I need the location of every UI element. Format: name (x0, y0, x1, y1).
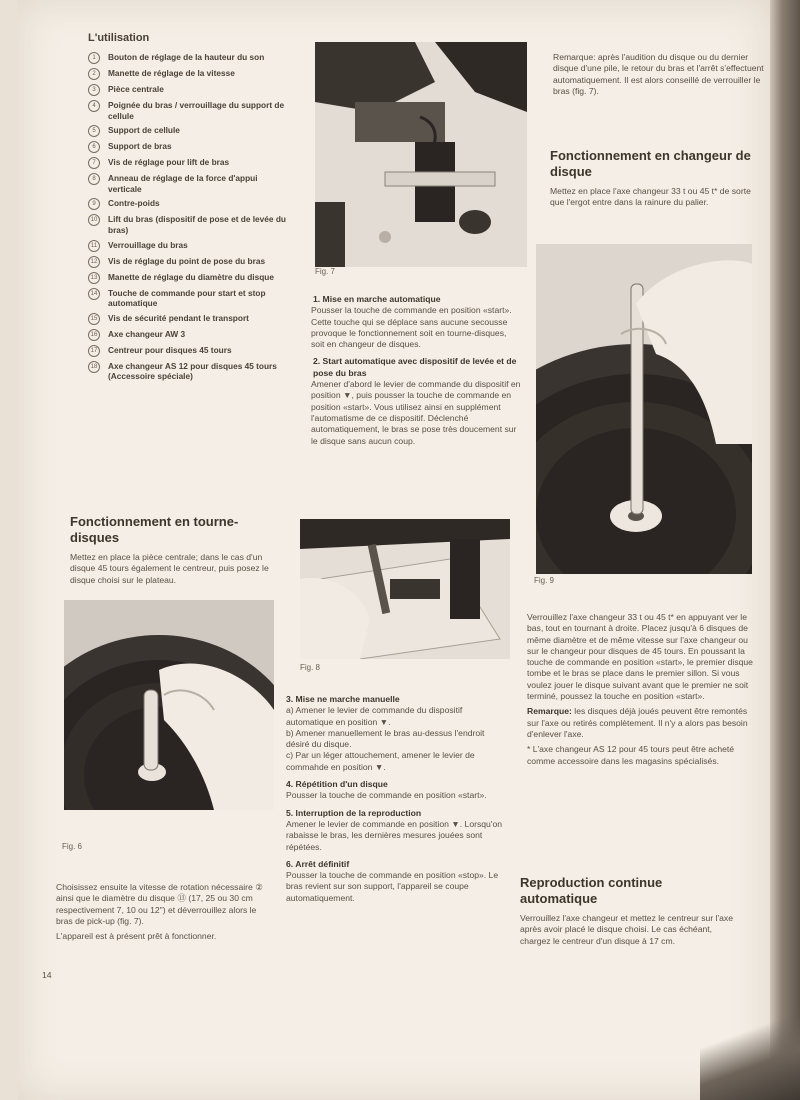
legend-number-circle: 14 (88, 288, 100, 300)
fig9-photo (536, 244, 752, 574)
tourne-disques-after (56, 882, 268, 946)
legend-title: L'utilisation (88, 32, 150, 44)
legend-item (88, 361, 288, 382)
legend-block (88, 32, 288, 386)
section-tourne-disques (70, 514, 285, 590)
item6-text: Pousser la touche de commande en position «stop». Le bras revient sur son support, l'appareil se coupe automatiquement. (286, 870, 499, 903)
legend-number-circle: 10 (88, 214, 100, 226)
section-title-changeur: Fonctionnement en changeur de disque (550, 148, 751, 179)
item5-title: 5. Interruption de la reproduction (286, 807, 422, 818)
legend-item-text: Centreur pour disques 45 tours (108, 344, 232, 355)
legend-item-text: Vis de réglage du point de pose du bras (108, 255, 266, 266)
changeur-body (527, 612, 759, 771)
legend-item-text: Axe changeur AW 3 (108, 328, 186, 339)
page-number: 14 (42, 970, 52, 980)
legend-item (88, 100, 288, 121)
item4-title: 4. Répétition d'un disque (286, 779, 388, 790)
tourne-disques-after-text: Choisissez ensuite la vitesse de rotation nécessaire ② ainsi que le diamètre du disque ⑬ (17, 25 ou 30 cm respectivement 7, 10 ou 12") et déverrouillez alors le bras de pick-up (fig. 7). (56, 882, 263, 926)
legend-item-text: Support de bras (108, 141, 172, 152)
fig6-photo (64, 600, 274, 810)
page-corner-shadow (700, 1010, 800, 1100)
fig8-illustration (300, 519, 510, 659)
item5-text: Amener le levier de commande en position ▼. Lorsqu'on rabaisse le bras, les dernières mesures jouées sont répétées. (286, 818, 503, 852)
legend-item-text: Poignée du bras / verrouillage du support de cellule (108, 100, 285, 121)
tourne-disques-intro: Mettez en place la pièce centrale; dans le cas d'un disque 45 tours également le centreur, puis posez le disque choisi sur le plateau. (70, 552, 269, 585)
legend-list (88, 52, 288, 382)
item4-text: Pousser la touche de commande en position «start». (286, 790, 487, 801)
fig6-caption: Fig. 6 (62, 842, 83, 851)
legend-item (88, 173, 288, 194)
item3-a: a) Amener le levier de commande du dispositif automatique en position ▼. (286, 705, 463, 727)
item2-text: Amener d'abord le levier de commande du dispositif en position ▼, puis pousser la touche de commande en position «start». Vous utilisez ainsi en supplément l'automatisme de ce dispositif. Déclenché automatiquement, le bras se pose très doucement sur le disque sans aucun coup. (311, 379, 521, 446)
item1-text: Pousser la touche de commande en position «start». Cette touche qui se déplace sans aucune secousse provoque le fonctionnement soit en tourne-disques, soit en changeur de disques. (311, 305, 512, 350)
legend-number-circle: 12 (88, 256, 100, 268)
footnote-text: * L'axe changeur AS 12 pour 45 tours peut être acheté comme accessoire dans les magasins spécialisés. (527, 744, 735, 766)
changeur-text: Verrouillez l'axe changeur 33 t ou 45 t* en appuyant ver le bas, tout en tournant à droite. Placez jusqu'à 6 disques de même diamètre et de même vitesse sur l'axe changeur ou sur le changeur pour disques de 45 tours. En poussant la touche de commande en position «start», le premier disque tombe et le bras se place dans le premier sillon. Si vous voulez jouer le disque suivant avant que le premier ne soit terminé, poussez la touche en position «start». (527, 612, 753, 702)
legend-number-circle: 16 (88, 329, 100, 341)
section-title-continue: Reproduction continue automatique (520, 875, 663, 906)
legend-item-text: Bouton de réglage de la hauteur du son (108, 52, 265, 62)
items-1-2 (311, 294, 521, 451)
fig7-caption: Fig. 7 (315, 267, 336, 276)
legend-item (88, 345, 288, 357)
legend-item (88, 214, 288, 235)
legend-item (88, 68, 288, 80)
legend-item-text: Anneau de réglage de la force d'appui verticale (108, 173, 258, 194)
section-changeur (550, 148, 765, 213)
tourne-disques-ready-text: L'appareil est à présent prêt à fonctionner. (56, 931, 217, 942)
legend-item (88, 84, 288, 96)
legend-number-circle: 4 (88, 100, 100, 112)
legend-number-circle: 13 (88, 272, 100, 284)
legend-item-text: Vis de sécurité pendant le transport (108, 312, 249, 323)
page-edge-shadow (770, 0, 800, 1100)
items-3-6 (286, 694, 506, 904)
fig7-illustration (315, 42, 527, 267)
legend-item-text: Support de cellule (108, 125, 180, 136)
fig9-illustration (536, 244, 752, 574)
legend-number-circle: 5 (88, 125, 100, 137)
legend-item (88, 198, 288, 210)
legend-item-text: Touche de commande pour start et stop automatique (108, 287, 266, 309)
legend-item-text: Lift du bras (dispositif de pose et de levée du bras) (108, 214, 286, 235)
legend-number-circle: 15 (88, 313, 100, 325)
legend-item (88, 52, 288, 64)
legend-item-text: Manette de réglage du diamètre du disque (108, 271, 274, 282)
item3-b: b) Amener manuellement le bras au-dessus l'endroit désiré du disque. (286, 727, 485, 750)
legend-number-circle: 6 (88, 141, 100, 153)
fig6-illustration (64, 600, 274, 810)
fig7-photo (315, 42, 527, 267)
legend-number-circle: 1 (88, 52, 100, 64)
legend-number-circle: 7 (88, 157, 100, 169)
item6-title: 6. Arrêt définitif (286, 858, 350, 869)
legend-item-text: Manette de réglage de la vitesse (108, 68, 235, 78)
legend-item (88, 157, 288, 169)
legend-item (88, 141, 288, 153)
legend-item (88, 329, 288, 341)
item3-c: c) Par un léger attouchement, amener le levier de commahde en position ▼. (286, 750, 475, 772)
legend-item (88, 256, 288, 268)
legend-number-circle: 3 (88, 84, 100, 96)
legend-item-text: Verrouillage du bras (108, 239, 188, 250)
continue-text: Verrouillez l'axe changeur et mettez le centreur sur l'axe après avoir placé le disque choisi. Le cas échéant, chargez le centreur d'un disque à 17 cm. (520, 913, 733, 946)
legend-item (88, 240, 288, 252)
legend-number-circle: 17 (88, 345, 100, 357)
legend-item (88, 288, 288, 309)
remark-top-text: Remarque: après l'audition du disque ou du dernier disque d'une pile, le retour du bras et l'arrêt s'effectuent automatiquement. Il est alors conseillé de verrouiller le bras (fig. 7). (553, 52, 764, 96)
legend-item-text: Pièce centrale (108, 84, 164, 94)
legend-number-circle: 8 (88, 173, 100, 185)
item3-title: 3. Mise ne marche manuelle (286, 694, 400, 704)
legend-item-text: Axe changeur AS 12 pour disques 45 tours (Accessoire spéciale) (108, 360, 277, 382)
section-continue (520, 875, 740, 951)
legend-number-circle: 2 (88, 68, 100, 80)
legend-number-circle: 9 (88, 198, 100, 210)
legend-item (88, 125, 288, 137)
legend-item (88, 272, 288, 284)
remark2-text: les disques déjà joués peuvent être remontés sur l'axe ou retirés complètement. Il n'y a alors pas besoin d'enlever l'axe. (527, 706, 748, 739)
legend-item-text: Contre-poids (108, 198, 160, 209)
fig8-caption: Fig. 8 (300, 663, 321, 672)
fig9-caption: Fig. 9 (534, 576, 555, 585)
legend-item (88, 313, 288, 325)
item2-title: 2. Start automatique avec dispositif de levée et de pose du bras (313, 356, 517, 378)
legend-item-text: Vis de réglage pour lift de bras (108, 157, 230, 168)
item1-title: 1. Mise en marche automatique (313, 294, 441, 304)
changeur-intro: Mettez en place l'axe changeur 33 t ou 45 t* de sorte que l'ergot entre dans la rainure du palier. (550, 186, 751, 208)
fig8-photo (300, 519, 510, 659)
legend-number-circle: 11 (88, 240, 100, 252)
legend-number-circle: 18 (88, 361, 100, 373)
remark2-label: Remarque: (527, 706, 572, 717)
remark-top (553, 52, 768, 101)
section-title-tourne-disques: Fonctionnement en tourne-disques (70, 514, 239, 545)
